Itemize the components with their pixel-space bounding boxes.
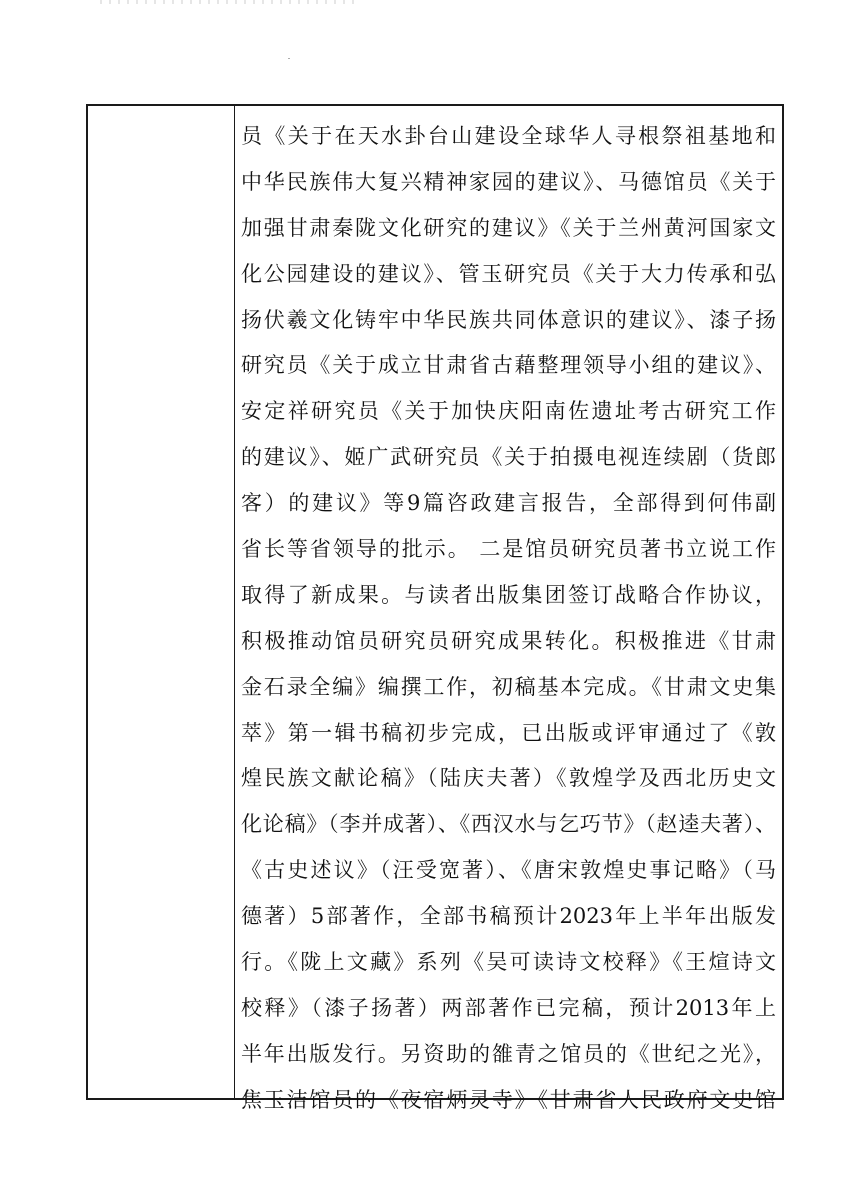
text-line: 《古史述议》（汪受宽著）、《唐宋敦煌史事记略》（马 — [241, 858, 776, 883]
content-table — [86, 104, 784, 1112]
text-line: 半年出版发行。另资助的雒青之馆员的《世纪之光》， — [241, 1041, 776, 1066]
text-line: 客）的建议》等9篇咨政建言报告，全部得到何伟副 — [241, 491, 776, 516]
text-line: 金石录全编》编撰工作，初稿基本完成。《甘肃文史集 — [241, 674, 776, 699]
text-line: 化公园建设的建议》、管玉研究员《关于大力传承和弘 — [241, 261, 776, 286]
text-line: 化论稿》（李并成著）、《西汉水与乞巧节》（赵逵夫著）、 — [241, 812, 776, 837]
text-line: 省长等省领导的批示。 二是馆员研究员著书立说工作 — [241, 537, 776, 562]
text-line: 焦玉洁馆员的《夜宿炳灵寺》《甘肃省人民政府文史馆 — [241, 1087, 776, 1112]
text-line: 萃》第一辑书稿初步完成，已出版或评审通过了《敦 — [241, 720, 776, 745]
text-line: 德著）5部著作，全部书稿预计2023年上半年出版发 — [241, 904, 776, 929]
text-line: 取得了新成果。与读者出版集团签订战略合作协议， — [241, 582, 776, 607]
text-line: 安定祥研究员《关于加快庆阳南佐遗址考古研究工作 — [241, 399, 776, 424]
text-line: 校释》（漆子扬著）两部著作已完稿，预计2013年上 — [241, 995, 776, 1020]
scan-artifact — [100, 0, 360, 4]
scan-speck — [288, 58, 290, 59]
text-line: 煌民族文献论稿》（陆庆夫著）《敦煌学及西北历史文 — [241, 766, 776, 791]
text-line: 扬伏羲文化铸牢中华民族共同体意识的建议》、漆子扬 — [241, 307, 776, 332]
text-line: 加强甘肃秦陇文化研究的建议》《关于兰州黄河国家文 — [241, 215, 776, 240]
text-line: 员《关于在天水卦台山建设全球华人寻根祭祖基地和 — [241, 124, 776, 148]
table-right-cell — [235, 106, 782, 1112]
table-left-cell — [88, 106, 235, 1098]
text-line: 积极推动馆员研究员研究成果转化。积极推进《甘肃 — [241, 628, 776, 653]
text-line: 行。《陇上文藏》系列《吴可读诗文校释》《王煊诗文 — [241, 950, 776, 975]
text-line: 中华民族伟大复兴精神家园的建议》、马德馆员《关于 — [241, 169, 776, 194]
text-line: 研究员《关于成立甘肃省古藉整理领导小组的建议》、 — [241, 353, 776, 378]
text-line: 的建议》、姬广武研究员《关于拍摄电视连续剧（货郎 — [241, 445, 776, 470]
body-text — [241, 114, 776, 1124]
